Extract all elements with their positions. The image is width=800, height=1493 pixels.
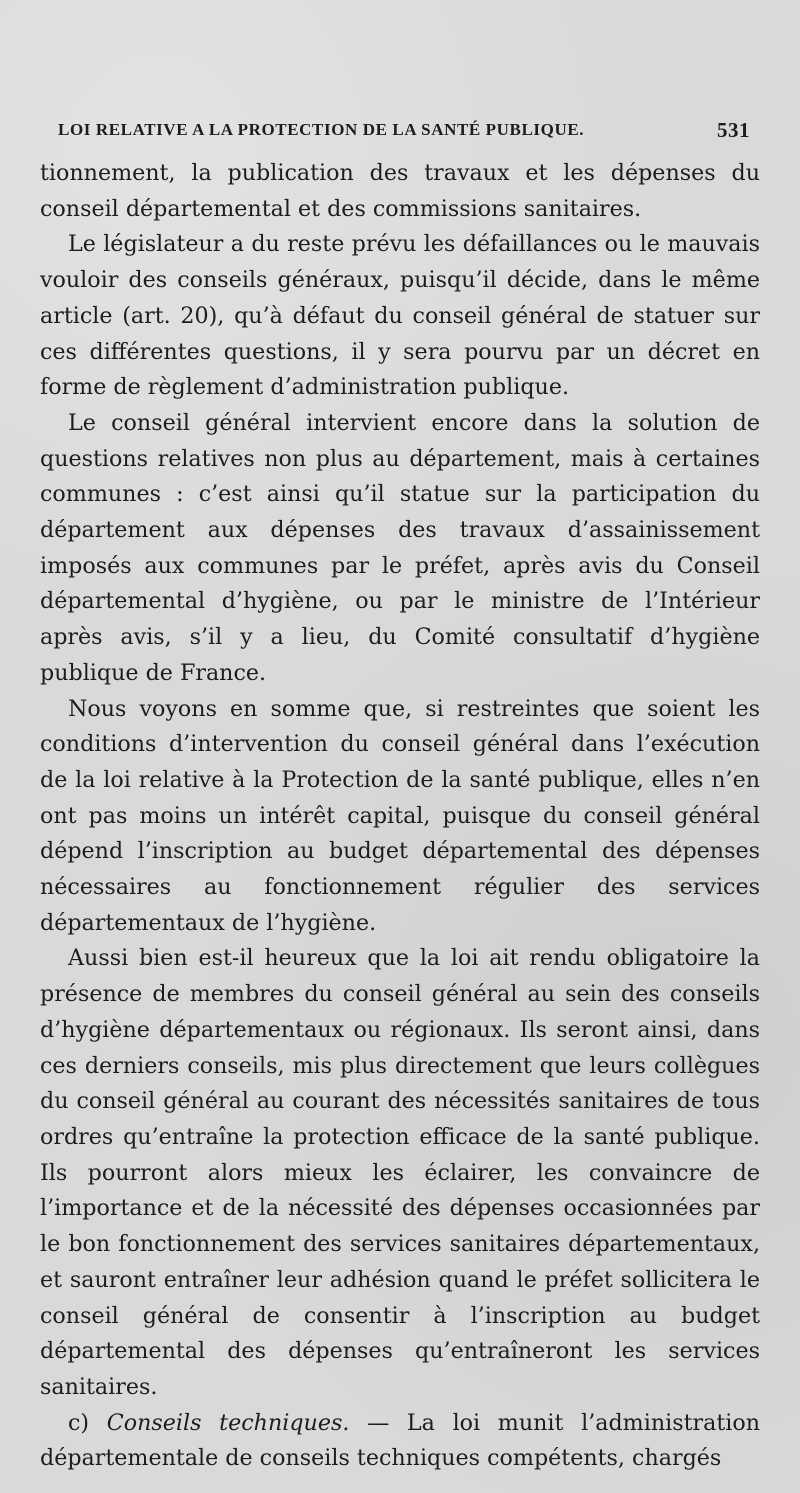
- section-conseils-techniques: [40, 1406, 760, 1477]
- paragraph-aussi-bien: Aussi bien est-il heureux que la loi ait rendu obligatoire la présence de membres du conseil général au sein des conseils d’hygiène départementaux ou régionaux. Ils seront ainsi, dans ces derniers conseils, mis plus directement que leurs collègues du conseil général au courant des nécessités sanitaires de tous ordres qu’entraîne la protection efficace de la santé publique. Ils pourront alors mieux les éclairer, les convaincre de l’importance et de la nécessité des dépenses occasionnées par le bon fonctionnement des services sanitaires départementaux, et sauront entraîner leur adhésion quand le préfet sollicitera le conseil général de consentir à l’inscription au budget départemental des dépenses qu’entraîneront les services sanitaires.: [40, 945, 760, 1400]
- section-title: Conseils techniques.: [106, 1409, 350, 1436]
- paragraph-continuation: tionnement, la publication des travaux et les dépenses du conseil départemental et des commissions sanitaires.: [40, 160, 760, 222]
- page-number: 531: [717, 118, 750, 142]
- section-label: c): [68, 1409, 90, 1436]
- page-header: [40, 120, 760, 154]
- paragraph-conseil-general: Le conseil général intervient encore dans la solution de questions relatives non plus au département, mais à certaines communes : c’est ainsi qu’il statue sur la participation du département aux dépenses des travaux d’assainissement imposés aux communes par le préfet, après avis du Conseil départemental d’hygiène, ou par le ministre de l’Intérieur après avis, s’il y a lieu, du Comité consultatif d’hygiène publique de France.: [40, 409, 760, 686]
- body-text: [40, 156, 760, 1477]
- section-text: — La loi munit l’administration départementale de conseils techniques compétents, chargés: [40, 1409, 760, 1472]
- paragraph-legislateur: Le législateur a du reste prévu les défaillances ou le mauvais vouloir des conseils généraux, puisqu’il décide, dans le même article (art. 20), qu’à défaut du conseil général de statuer sur ces différentes questions, il y sera pourvu par un décret en forme de règlement d’administration publique.: [40, 231, 760, 401]
- running-head: LOI RELATIVE A LA PROTECTION DE LA SANTÉ PUBLIQUE.: [58, 120, 585, 139]
- paragraph-nous-voyons: Nous voyons en somme que, si restreintes que soient les conditions d’intervention du conseil général dans l’exécution de la loi relative à la Protection de la santé publique, elles n’en ont pas moins un intérêt capital, puisque du conseil général dépend l’inscription au budget départemental des dépenses nécessaires au fonctionnement régulier des services départementaux de l’hygiène.: [40, 695, 760, 936]
